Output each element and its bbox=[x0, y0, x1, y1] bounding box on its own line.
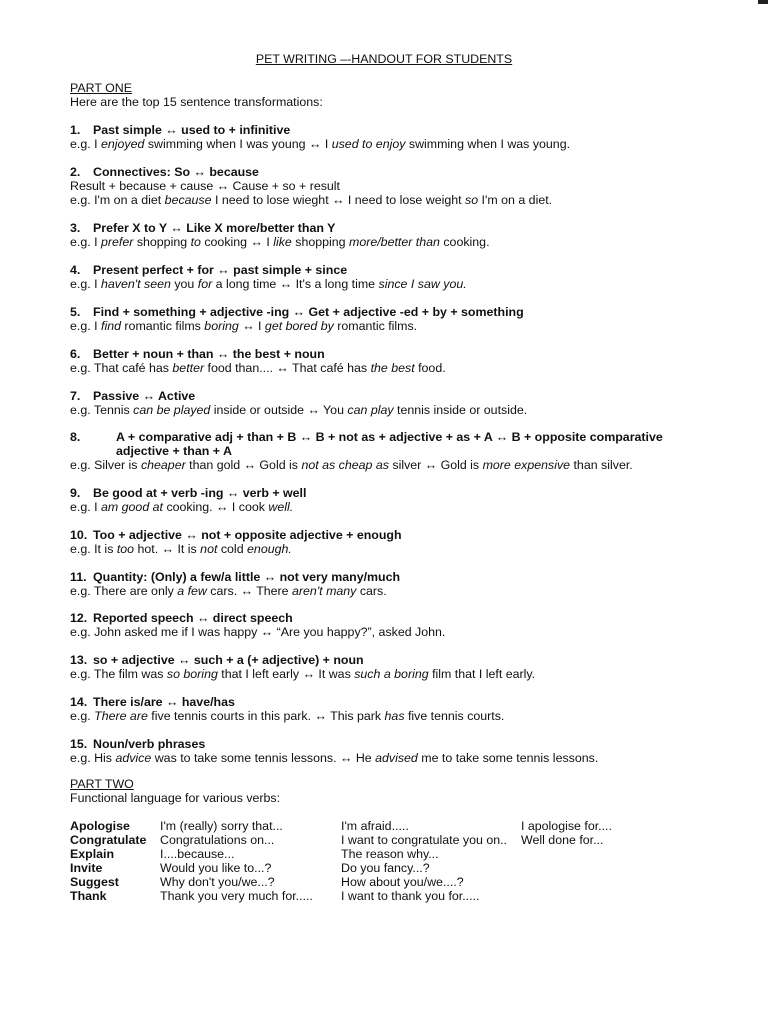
verb-row bbox=[70, 889, 612, 903]
transformation-heading bbox=[70, 123, 710, 137]
example-text: e.g. bbox=[70, 709, 95, 723]
example-emphasis: prefer bbox=[101, 235, 134, 249]
item-title: so + adjective ↔ such + a (+ adjective) + noun bbox=[93, 653, 364, 667]
item-number: 15. bbox=[70, 737, 88, 751]
example-emphasis: so boring bbox=[166, 667, 218, 681]
verb-row bbox=[70, 847, 612, 861]
verb-row bbox=[70, 833, 612, 847]
item-title: Connectives: So ↔ because bbox=[93, 165, 259, 179]
transformation-heading bbox=[70, 347, 710, 361]
example-emphasis: to bbox=[190, 235, 201, 249]
example-text: ↔ I bbox=[238, 319, 265, 333]
example-text: e.g. The film was bbox=[70, 667, 167, 681]
example-line bbox=[70, 179, 710, 193]
example-emphasis: because bbox=[164, 193, 212, 207]
item-number: 3. bbox=[70, 221, 81, 235]
item-title: Noun/verb phrases bbox=[93, 737, 206, 751]
item-number: 14. bbox=[70, 695, 88, 709]
transformation-heading bbox=[70, 263, 710, 277]
example-emphasis: such a boring bbox=[354, 667, 429, 681]
transformation-heading bbox=[70, 165, 710, 179]
example-text: swimming when I was young. bbox=[405, 137, 571, 151]
phrase-1: Would you like to...? bbox=[160, 861, 272, 875]
example-line bbox=[70, 403, 710, 417]
example-text: five tennis courts. bbox=[404, 709, 505, 723]
transformation-heading bbox=[70, 389, 710, 403]
example-emphasis: enjoyed bbox=[101, 137, 145, 151]
item-number: 4. bbox=[70, 263, 81, 277]
example-emphasis: advice bbox=[115, 751, 152, 765]
example-line bbox=[70, 458, 710, 472]
example-text: than gold ↔ Gold is bbox=[185, 458, 302, 472]
transformation-heading bbox=[70, 305, 710, 319]
item-title: Passive ↔ Active bbox=[93, 389, 196, 403]
transformation-heading bbox=[70, 611, 710, 625]
example-text: shopping bbox=[133, 235, 191, 249]
example-text: film that I left early. bbox=[428, 667, 536, 681]
example-emphasis: has bbox=[384, 709, 405, 723]
part-two-heading: PART TWO bbox=[70, 777, 134, 791]
example-emphasis: too bbox=[116, 542, 135, 556]
example-text: tennis inside or outside. bbox=[393, 403, 528, 417]
part-one-intro: Here are the top 15 sentence transformations: bbox=[70, 95, 323, 109]
example-emphasis: am good at bbox=[101, 500, 163, 514]
example-text: e.g. That café has bbox=[70, 361, 173, 375]
item-number: 12. bbox=[70, 611, 88, 625]
transformation-item bbox=[70, 305, 710, 333]
example-text: five tennis courts in this park. ↔ This park bbox=[147, 709, 385, 723]
example-text: I need to lose wieght ↔ I need to lose weight bbox=[211, 193, 466, 207]
example-emphasis: boring bbox=[204, 319, 239, 333]
transformation-heading bbox=[70, 737, 710, 751]
example-text: was to take some tennis lessons. ↔ He bbox=[151, 751, 376, 765]
example-text: a long time ↔ It's a long time bbox=[212, 277, 379, 291]
item-number: 5. bbox=[70, 305, 81, 319]
phrase-2: Do you fancy...? bbox=[341, 861, 430, 875]
transformation-item bbox=[70, 221, 710, 249]
example-text: cars. ↔ There bbox=[206, 584, 293, 598]
item-number: 13. bbox=[70, 653, 88, 667]
phrase-1: I'm (really) sorry that... bbox=[160, 819, 283, 833]
transformation-heading bbox=[70, 570, 710, 584]
transformation-item bbox=[70, 695, 710, 723]
example-text: romantic films. bbox=[333, 319, 418, 333]
transformation-heading bbox=[70, 430, 710, 458]
verb-row bbox=[70, 861, 612, 875]
phrase-3 bbox=[521, 847, 612, 861]
item-title: Past simple ↔ used to + infinitive bbox=[93, 123, 291, 137]
example-emphasis: aren't many bbox=[292, 584, 357, 598]
item-number: 11. bbox=[70, 570, 87, 584]
example-emphasis: find bbox=[101, 319, 121, 333]
example-emphasis: for bbox=[197, 277, 213, 291]
verb-label: Suggest bbox=[70, 875, 119, 889]
verb-label: Explain bbox=[70, 847, 115, 861]
example-line bbox=[70, 361, 710, 375]
example-line bbox=[70, 709, 710, 723]
example-emphasis: advised bbox=[375, 751, 418, 765]
phrase-1: Why don't you/we...? bbox=[160, 875, 275, 889]
transformation-item bbox=[70, 123, 710, 151]
transformation-item bbox=[70, 347, 710, 375]
item-number: 10. bbox=[70, 528, 88, 542]
transformation-heading bbox=[70, 695, 710, 709]
example-emphasis: used to enjoy bbox=[331, 137, 406, 151]
part-one-heading: PART ONE bbox=[70, 81, 132, 95]
transformation-item bbox=[70, 528, 710, 556]
item-title: Too + adjective ↔ not + opposite adjective + enough bbox=[93, 528, 402, 542]
example-text: e.g. It is bbox=[70, 542, 117, 556]
item-number: 1. bbox=[70, 123, 81, 137]
example-text: than silver. bbox=[570, 458, 633, 472]
example-emphasis: so bbox=[465, 193, 479, 207]
transformation-item bbox=[70, 486, 710, 514]
phrase-3 bbox=[521, 861, 612, 875]
phrase-1: I....because... bbox=[160, 847, 235, 861]
transformation-item bbox=[70, 389, 710, 417]
item-title: A + comparative adj + than + B ↔ B + not as + adjective + as + A ↔ B + opposite comparative adjective + than + A bbox=[116, 430, 663, 458]
item-title: Present perfect + for ↔ past simple + since bbox=[93, 263, 348, 277]
example-emphasis: get bored by bbox=[264, 319, 334, 333]
scan-edge-mark bbox=[758, 0, 768, 4]
phrase-3: I apologise for.... bbox=[521, 819, 612, 833]
item-number: 8. bbox=[70, 430, 81, 444]
example-text: cooking ↔ I bbox=[200, 235, 274, 249]
example-line bbox=[70, 500, 710, 514]
transformation-heading bbox=[70, 528, 710, 542]
example-emphasis: not bbox=[200, 542, 218, 556]
example-line bbox=[70, 542, 710, 556]
phrase-1: Congratulations on... bbox=[160, 833, 275, 847]
example-text: e.g. I bbox=[70, 137, 101, 151]
phrase-3: Well done for... bbox=[521, 833, 604, 847]
part-two-intro: Functional language for various verbs: bbox=[70, 791, 281, 805]
transformation-heading bbox=[70, 653, 710, 667]
example-text: e.g. I bbox=[70, 277, 101, 291]
example-text: e.g. John asked me if I was happy ↔ “Are you happy?”, asked John. bbox=[70, 625, 446, 639]
example-line bbox=[70, 584, 710, 598]
phrase-1: Thank you very much for..... bbox=[160, 889, 313, 903]
example-line bbox=[70, 193, 710, 207]
example-text: e.g. Tennis bbox=[70, 403, 134, 417]
item-title: Reported speech ↔ direct speech bbox=[93, 611, 293, 625]
item-title: Better + noun + than ↔ the best + noun bbox=[93, 347, 325, 361]
transformation-item bbox=[70, 653, 710, 681]
verb-label: Apologise bbox=[70, 819, 130, 833]
example-text: e.g. I bbox=[70, 235, 101, 249]
phrase-2: I'm afraid..... bbox=[341, 819, 409, 833]
example-text: romantic films bbox=[120, 319, 205, 333]
example-emphasis: like bbox=[273, 235, 292, 249]
example-line bbox=[70, 235, 710, 249]
example-text: e.g. Silver is bbox=[70, 458, 141, 472]
example-emphasis: can play bbox=[347, 403, 394, 417]
example-text: shopping bbox=[291, 235, 349, 249]
example-text: you bbox=[170, 277, 198, 291]
transformation-item bbox=[70, 430, 710, 472]
example-emphasis: enough. bbox=[247, 542, 292, 556]
example-line bbox=[70, 277, 710, 291]
item-title: Prefer X to Y ↔ Like X more/better than Y bbox=[93, 221, 336, 235]
item-title: Quantity: (Only) a few/a little ↔ not very many/much bbox=[93, 570, 401, 584]
example-text: e.g. I'm on a diet bbox=[70, 193, 165, 207]
verb-label: Congratulate bbox=[70, 833, 147, 847]
example-emphasis: can be played bbox=[133, 403, 211, 417]
transformation-item bbox=[70, 611, 710, 639]
example-emphasis: since I saw you. bbox=[378, 277, 467, 291]
example-emphasis: cheaper bbox=[140, 458, 186, 472]
example-text: cold bbox=[217, 542, 248, 556]
example-text: cooking. bbox=[439, 235, 490, 249]
phrase-2: I want to thank you for..... bbox=[341, 889, 480, 903]
phrase-3 bbox=[521, 889, 612, 903]
example-emphasis: not as cheap as bbox=[301, 458, 389, 472]
transformation-item bbox=[70, 737, 710, 765]
example-text: I'm on a diet. bbox=[478, 193, 553, 207]
example-line bbox=[70, 319, 710, 333]
item-title: There is/are ↔ have/has bbox=[93, 695, 235, 709]
example-text: e.g. There are only bbox=[70, 584, 178, 598]
verb-label: Invite bbox=[70, 861, 103, 875]
example-text: Result + because + cause ↔ Cause + so + result bbox=[70, 179, 340, 193]
item-title: Be good at + verb -ing ↔ verb + well bbox=[93, 486, 307, 500]
example-emphasis: a few bbox=[177, 584, 207, 598]
item-number: 7. bbox=[70, 389, 81, 403]
example-text: silver ↔ Gold is bbox=[388, 458, 483, 472]
transformation-item bbox=[70, 570, 710, 598]
example-text: e.g. I bbox=[70, 319, 101, 333]
transformation-item bbox=[70, 263, 710, 291]
example-emphasis: well. bbox=[268, 500, 294, 514]
transformation-heading bbox=[70, 486, 710, 500]
example-text: cars. bbox=[356, 584, 387, 598]
example-emphasis: the best bbox=[370, 361, 415, 375]
example-line bbox=[70, 625, 710, 639]
example-text: e.g. I bbox=[70, 500, 101, 514]
verb-row bbox=[70, 875, 612, 889]
example-text: cooking. ↔ I cook bbox=[163, 500, 269, 514]
functional-language-table bbox=[70, 819, 612, 903]
phrase-3 bbox=[521, 875, 612, 889]
phrase-2: I want to congratulate you on.. bbox=[341, 833, 508, 847]
item-number: 2. bbox=[70, 165, 81, 179]
verb-row bbox=[70, 819, 612, 833]
page-title: PET WRITING –-HANDOUT FOR STUDENTS bbox=[255, 52, 513, 66]
transformation-heading bbox=[70, 221, 710, 235]
item-number: 9. bbox=[70, 486, 81, 500]
example-text: swimming when I was young ↔ I bbox=[144, 137, 332, 151]
example-text: food. bbox=[414, 361, 446, 375]
example-line bbox=[70, 137, 710, 151]
item-title: Find + something + adjective -ing ↔ Get + adjective -ed + by + something bbox=[93, 305, 524, 319]
example-emphasis: more/better than bbox=[349, 235, 440, 249]
example-line bbox=[70, 751, 710, 765]
phrase-2: How about you/we....? bbox=[341, 875, 464, 889]
phrase-2: The reason why... bbox=[341, 847, 439, 861]
example-text: that I left early ↔ It was bbox=[217, 667, 355, 681]
example-text: e.g. His bbox=[70, 751, 116, 765]
example-emphasis: haven't seen bbox=[101, 277, 171, 291]
example-emphasis: more expensive bbox=[482, 458, 571, 472]
example-line bbox=[70, 667, 710, 681]
example-emphasis: There are bbox=[94, 709, 148, 723]
transformation-item bbox=[70, 165, 710, 207]
example-emphasis: better bbox=[172, 361, 205, 375]
example-text: inside or outside ↔ You bbox=[210, 403, 348, 417]
example-text: hot. ↔ It is bbox=[134, 542, 201, 556]
verb-label: Thank bbox=[70, 889, 107, 903]
item-number: 6. bbox=[70, 347, 81, 361]
example-text: me to take some tennis lessons. bbox=[417, 751, 599, 765]
example-text: food than.... ↔ That café has bbox=[204, 361, 371, 375]
